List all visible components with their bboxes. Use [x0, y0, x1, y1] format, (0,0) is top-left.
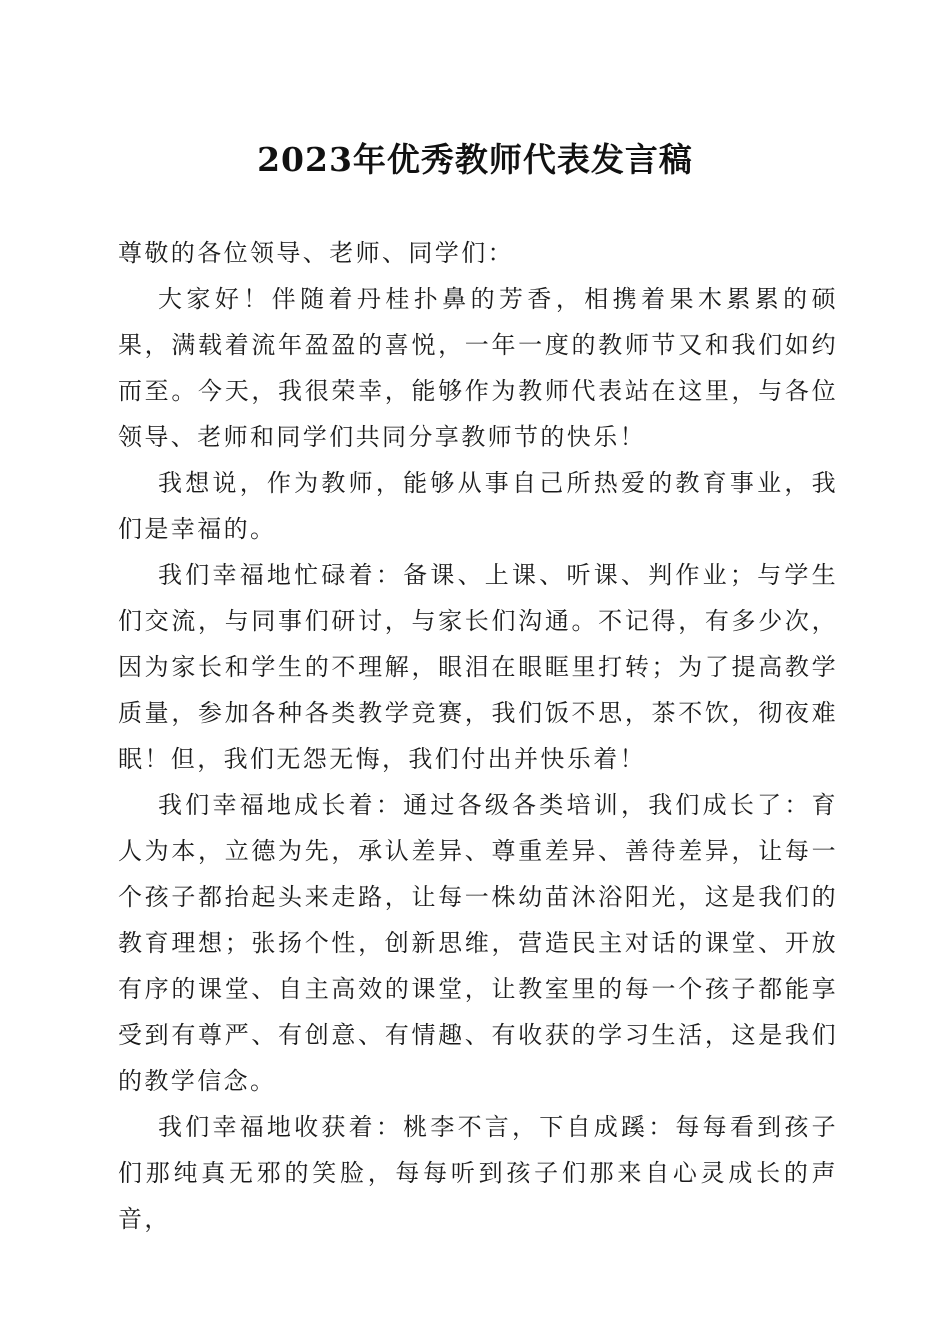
salutation: 尊敬的各位领导、老师、同学们：	[118, 239, 514, 267]
document-title: 2023年优秀教师代表发言稿	[257, 140, 693, 179]
paragraph: 我们幸福地收获着：桃李不言，下自成蹊：每每看到孩子们那纯真无邪的笑脸，每每听到孩子们那来自心灵成长的声音，	[118, 1113, 838, 1233]
paragraph: 我们幸福地忙碌着：备课、上课、听课、判作业；与学生们交流，与同事们研讨，与家长们沟通。不记得，有多少次，因为家长和学生的不理解，眼泪在眼眶里打转；为了提高教学质量，参加各种各类教学竞赛，我们饭不思，茶不饮，彻夜难眠！但，我们无怨无悔，我们付出并快乐着！	[118, 561, 838, 773]
document-body	[118, 230, 838, 1242]
paragraph: 我想说，作为教师，能够从事自己所热爱的教育事业，我们是幸福的。	[118, 469, 838, 543]
paragraph: 大家好！伴随着丹桂扑鼻的芳香，相携着果木累累的硕果，满载着流年盈盈的喜悦，一年一度的教师节又和我们如约而至。今天，我很荣幸，能够作为教师代表站在这里，与各位领导、老师和同学们共同分享教师节的快乐！	[118, 285, 838, 451]
paragraph: 我们幸福地成长着：通过各级各类培训，我们成长了：育人为本，立德为先，承认差异、尊重差异、善待差异，让每一个孩子都抬起头来走路，让每一株幼苗沐浴阳光，这是我们的教育理想；张扬个性，创新思维，营造民主对话的课堂、开放有序的课堂、自主高效的课堂，让教室里的每一个孩子都能享受到有尊严、有创意、有情趣、有收获的学习生活，这是我们的教学信念。	[118, 791, 838, 1095]
